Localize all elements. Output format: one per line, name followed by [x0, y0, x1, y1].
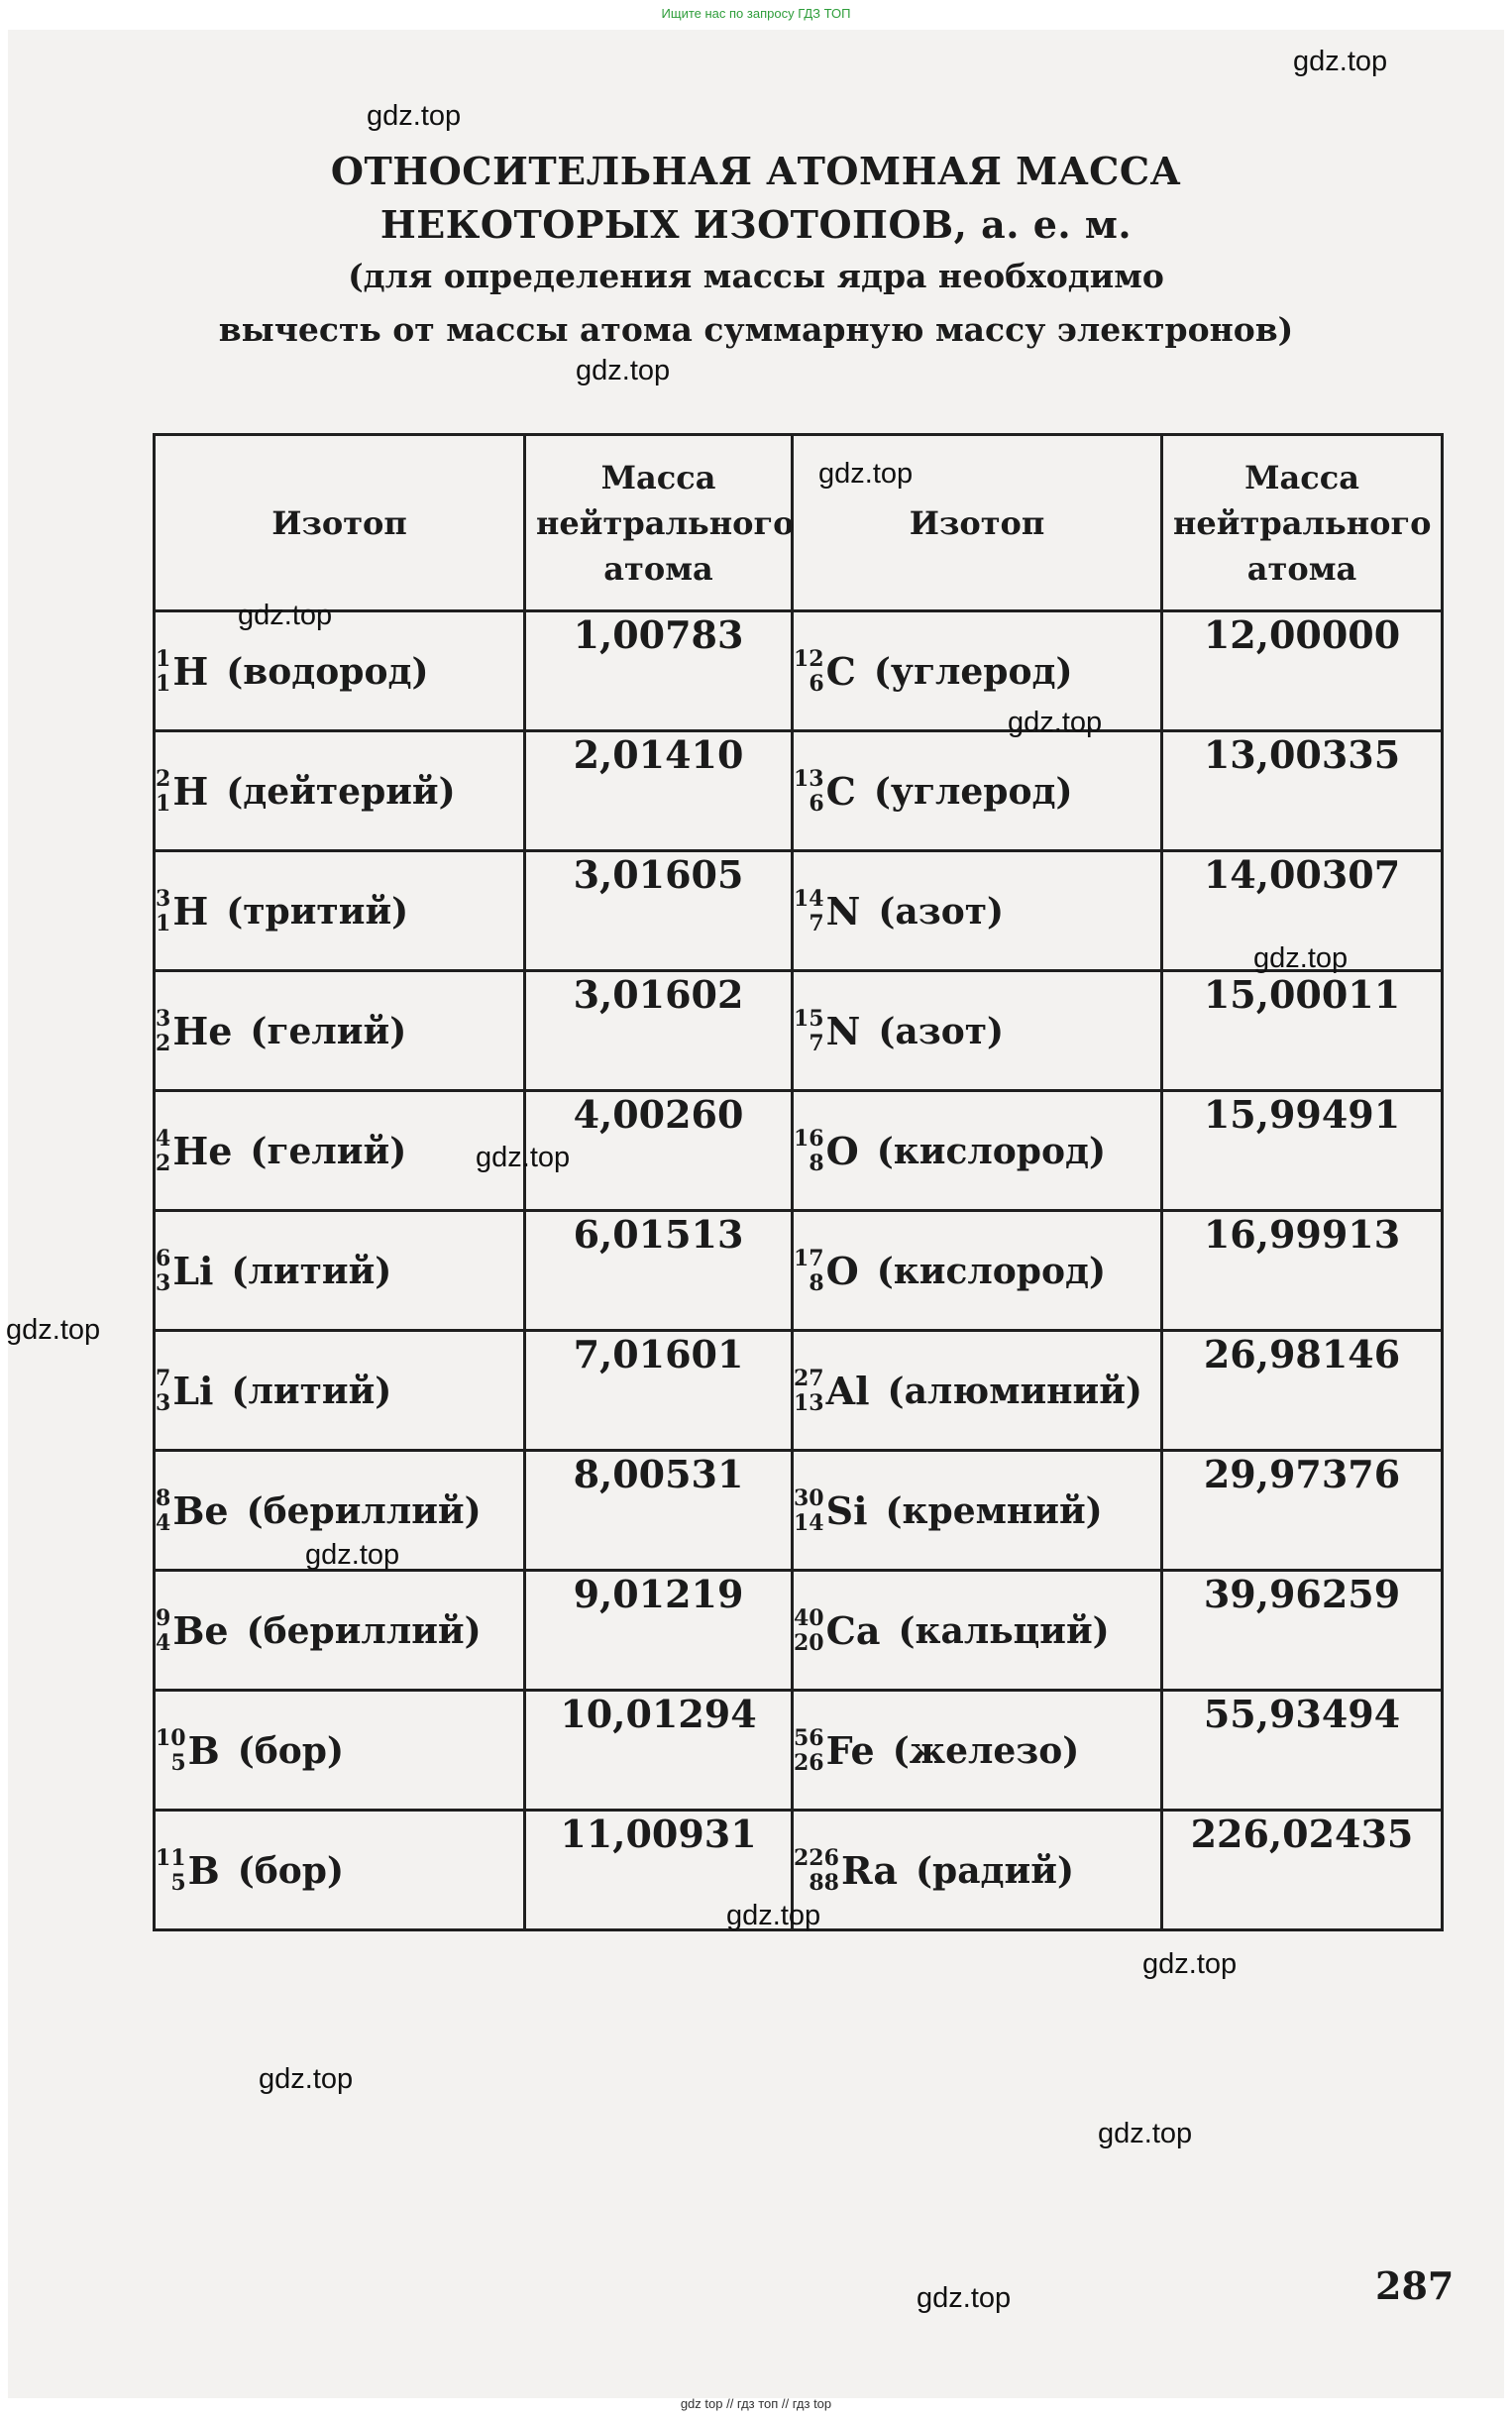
nuclide-notation [156, 645, 208, 697]
mass-number: 15 [794, 1005, 824, 1032]
atomic-number: 5 [170, 1749, 186, 1776]
isotope-name: (кремний) [885, 1489, 1103, 1532]
isotope-cell [793, 1691, 1162, 1811]
watermark: gdz.top [238, 600, 333, 631]
element-symbol: Be [172, 1488, 229, 1534]
mass-number: 3 [156, 1005, 171, 1032]
nuclide-notation [794, 765, 856, 817]
mass-atomic-index [794, 1486, 824, 1536]
atomic-mass-cell: 15,99491 [1162, 1091, 1443, 1211]
watermark: gdz.top [476, 1142, 571, 1173]
mass-number: 10 [156, 1724, 186, 1751]
atomic-number: 4 [156, 1509, 171, 1536]
atomic-mass-cell: 226,02435 [1162, 1811, 1443, 1930]
watermark: gdz.top [917, 2282, 1012, 2314]
mass-number: 3 [156, 885, 171, 912]
nuclide-notation [156, 885, 208, 936]
nuclide-notation [156, 1365, 213, 1416]
mass-atomic-index [156, 1127, 170, 1176]
atomic-number: 2 [156, 1150, 171, 1176]
table-row [155, 971, 1443, 1091]
isotope-cell [793, 611, 1162, 731]
element-symbol: O [825, 1129, 859, 1174]
mass-atomic-index [794, 647, 824, 697]
element-symbol: O [825, 1249, 859, 1294]
mass-atomic-index [794, 1726, 824, 1776]
isotope-cell [155, 611, 525, 731]
header-mass-left: Масса нейтрального атома [525, 435, 793, 611]
mass-atomic-index [794, 1846, 839, 1896]
atomic-mass-cell: 15,00011 [1162, 971, 1443, 1091]
isotope-table [153, 433, 1444, 1931]
header-isotope-right: Изотоп [793, 435, 1162, 611]
mass-atomic-index [156, 887, 170, 936]
watermark: gdz.top [1142, 1948, 1238, 1980]
atomic-number: 1 [156, 670, 171, 697]
page-subtitle [0, 250, 1512, 357]
atomic-mass-cell: 29,97376 [1162, 1451, 1443, 1571]
element-symbol: Fe [825, 1728, 875, 1774]
element-symbol: Si [825, 1488, 868, 1534]
atomic-mass-cell: 11,00931 [525, 1811, 793, 1930]
mass-atomic-index [794, 1247, 824, 1296]
atomic-mass-cell: 1,00783 [525, 611, 793, 731]
watermark: gdz.top [818, 458, 914, 490]
element-symbol: H [172, 769, 209, 815]
isotope-name: (тритий) [226, 890, 409, 933]
mass-atomic-index [794, 1606, 824, 1656]
mass-atomic-index [794, 767, 824, 817]
isotope-cell [793, 1571, 1162, 1691]
isotope-cell [155, 1691, 525, 1811]
mass-number: 11 [156, 1844, 186, 1871]
isotope-name: (азот) [878, 890, 1005, 933]
bottom-banner: gdz top // гдз топ // гдз top [680, 2396, 832, 2411]
mass-atomic-index [794, 887, 824, 936]
subtitle-line-1: (для определения массы ядра необходимо [348, 257, 1164, 295]
nuclide-notation [156, 1125, 232, 1176]
nuclide-notation [794, 1125, 859, 1176]
mass-number: 14 [794, 885, 824, 912]
isotope-name: (азот) [878, 1010, 1005, 1052]
atomic-mass-cell: 26,98146 [1162, 1331, 1443, 1451]
atomic-mass-cell: 39,96259 [1162, 1571, 1443, 1691]
page-number: 287 [1375, 2263, 1455, 2308]
element-symbol: C [825, 769, 856, 815]
watermark: gdz.top [1293, 46, 1388, 77]
mass-atomic-index [156, 1486, 170, 1536]
element-symbol: N [825, 889, 861, 935]
isotope-cell [155, 1331, 525, 1451]
atomic-mass-cell: 7,01601 [525, 1331, 793, 1451]
isotope-name: (бор) [237, 1729, 345, 1772]
isotope-cell [155, 1091, 525, 1211]
nuclide-notation [794, 1245, 859, 1296]
mass-number: 17 [794, 1245, 824, 1271]
element-symbol: H [172, 889, 209, 935]
isotope-name: (кислород) [876, 1250, 1106, 1292]
table-row [155, 731, 1443, 851]
isotope-name: (кислород) [876, 1130, 1106, 1172]
watermark: gdz.top [1098, 2118, 1193, 2149]
atomic-number: 88 [809, 1869, 839, 1896]
atomic-mass-cell: 3,01602 [525, 971, 793, 1091]
nuclide-notation [156, 1844, 220, 1896]
nuclide-notation [156, 1484, 229, 1536]
mass-atomic-index [156, 1367, 170, 1416]
title-line-2: НЕКОТОРЫХ ИЗОТОПОВ, а. е. м. [379, 202, 1133, 247]
top-banner: Ищите нас по запросу ГДЗ ТОП [661, 6, 851, 21]
atomic-number: 5 [170, 1869, 186, 1896]
atomic-number: 7 [809, 1030, 824, 1056]
nuclide-notation [794, 885, 860, 936]
atomic-number: 3 [156, 1269, 171, 1296]
mass-number: 4 [156, 1125, 171, 1152]
mass-number: 1 [156, 645, 171, 672]
nuclide-notation [794, 1365, 870, 1416]
mass-number: 226 [794, 1844, 839, 1871]
mass-number: 30 [794, 1484, 824, 1511]
watermark: gdz.top [259, 2063, 354, 2095]
watermark: gdz.top [6, 1314, 101, 1346]
subtitle-line-2: вычесть от массы атома суммарную массу электронов) [218, 310, 1294, 349]
nuclide-notation [794, 1724, 875, 1776]
atomic-mass-cell: 16,99913 [1162, 1211, 1443, 1331]
header-mass-right: Масса нейтрального атома [1162, 435, 1443, 611]
atomic-number: 1 [156, 790, 171, 817]
atomic-mass-cell: 14,00307 [1162, 851, 1443, 971]
isotope-cell [793, 971, 1162, 1091]
isotope-cell [793, 1811, 1162, 1930]
nuclide-notation [156, 1604, 229, 1656]
mass-number: 2 [156, 765, 171, 792]
atomic-number: 20 [794, 1629, 824, 1656]
isotope-name: (железо) [892, 1729, 1080, 1772]
isotope-cell [155, 1811, 525, 1930]
nuclide-notation [156, 1724, 220, 1776]
isotope-cell [793, 851, 1162, 971]
atomic-mass-cell: 6,01513 [525, 1211, 793, 1331]
isotope-cell [155, 971, 525, 1091]
isotope-name: (бериллий) [246, 1609, 482, 1652]
isotope-cell [155, 731, 525, 851]
element-symbol: Ra [840, 1848, 899, 1894]
isotope-name: (углерод) [873, 770, 1073, 813]
atomic-mass-cell: 13,00335 [1162, 731, 1443, 851]
atomic-number: 6 [809, 790, 824, 817]
isotope-name: (дейтерий) [226, 770, 456, 813]
atomic-mass-cell: 4,00260 [525, 1091, 793, 1211]
isotope-cell [793, 1091, 1162, 1211]
element-symbol: Li [172, 1369, 214, 1414]
isotope-name: (гелий) [250, 1130, 407, 1172]
table-row [155, 1571, 1443, 1691]
atomic-number: 8 [809, 1269, 824, 1296]
title-line-1: ОТНОСИТЕЛЬНАЯ АТОМНАЯ МАССА [330, 149, 1182, 193]
mass-atomic-index [156, 1606, 170, 1656]
isotope-cell [155, 851, 525, 971]
mass-number: 12 [794, 645, 824, 672]
isotope-cell [793, 1211, 1162, 1331]
mass-atomic-index [156, 1247, 170, 1296]
atomic-number: 26 [794, 1749, 824, 1776]
mass-number: 40 [794, 1604, 824, 1631]
atomic-number: 6 [809, 670, 824, 697]
mass-atomic-index [156, 1846, 186, 1896]
atomic-number: 2 [156, 1030, 171, 1056]
element-symbol: H [172, 649, 209, 695]
atomic-mass-cell: 12,00000 [1162, 611, 1443, 731]
mass-number: 6 [156, 1245, 171, 1271]
mass-number: 27 [794, 1365, 824, 1391]
table-row [155, 1211, 1443, 1331]
mass-number: 16 [794, 1125, 824, 1152]
atomic-mass-cell: 55,93494 [1162, 1691, 1443, 1811]
isotope-name: (алюминий) [887, 1370, 1142, 1412]
mass-atomic-index [156, 1007, 170, 1056]
isotope-name: (бор) [237, 1849, 345, 1892]
nuclide-notation [156, 765, 208, 817]
watermark: gdz.top [305, 1539, 400, 1571]
mass-number: 13 [794, 765, 824, 792]
atomic-mass-cell: 10,01294 [525, 1691, 793, 1811]
element-symbol: N [825, 1009, 861, 1054]
mass-atomic-index [156, 647, 170, 697]
atomic-number: 1 [156, 910, 171, 936]
watermark: gdz.top [1253, 942, 1349, 974]
atomic-mass-cell: 8,00531 [525, 1451, 793, 1571]
atomic-number: 14 [794, 1509, 824, 1536]
mass-atomic-index [156, 767, 170, 817]
isotope-cell [155, 1571, 525, 1691]
page-title [0, 145, 1512, 252]
isotope-name: (литий) [231, 1250, 392, 1292]
isotope-name: (радий) [916, 1849, 1074, 1892]
isotope-name: (кальций) [898, 1609, 1110, 1652]
header-isotope-left: Изотоп [155, 435, 525, 611]
atomic-number: 8 [809, 1150, 824, 1176]
atomic-mass-cell: 3,01605 [525, 851, 793, 971]
table-header-row [155, 435, 1443, 611]
nuclide-notation [794, 645, 856, 697]
mass-atomic-index [794, 1367, 824, 1416]
table-row [155, 1331, 1443, 1451]
table-row [155, 611, 1443, 731]
element-symbol: He [172, 1129, 233, 1174]
watermark: gdz.top [1008, 707, 1103, 738]
element-symbol: B [187, 1848, 220, 1894]
watermark: gdz.top [367, 100, 462, 132]
mass-number: 8 [156, 1484, 171, 1511]
element-symbol: Ca [825, 1608, 881, 1654]
mass-atomic-index [794, 1007, 824, 1056]
mass-atomic-index [156, 1726, 186, 1776]
isotope-cell [793, 1331, 1162, 1451]
table-row [155, 1691, 1443, 1811]
isotope-name: (бериллий) [246, 1489, 482, 1532]
atomic-number: 4 [156, 1629, 171, 1656]
mass-atomic-index [794, 1127, 824, 1176]
element-symbol: B [187, 1728, 220, 1774]
nuclide-notation [156, 1245, 213, 1296]
table-body [155, 611, 1443, 1930]
element-symbol: C [825, 649, 856, 695]
table-row [155, 1091, 1443, 1211]
nuclide-notation [156, 1005, 232, 1056]
nuclide-notation [794, 1484, 868, 1536]
isotope-cell [155, 1211, 525, 1331]
isotope-name: (гелий) [250, 1010, 407, 1052]
watermark: gdz.top [576, 355, 671, 386]
element-symbol: He [172, 1009, 233, 1054]
isotope-cell [793, 1451, 1162, 1571]
atomic-number: 7 [809, 910, 824, 936]
atomic-mass-cell: 2,01410 [525, 731, 793, 851]
nuclide-notation [794, 1005, 860, 1056]
nuclide-notation [794, 1604, 881, 1656]
mass-number: 9 [156, 1604, 171, 1631]
watermark: gdz.top [726, 1900, 821, 1931]
nuclide-notation [794, 1844, 898, 1896]
mass-number: 56 [794, 1724, 824, 1751]
atomic-number: 13 [794, 1389, 824, 1416]
table-row [155, 851, 1443, 971]
element-symbol: Li [172, 1249, 214, 1294]
element-symbol: Al [825, 1369, 870, 1414]
isotope-name: (водород) [226, 650, 429, 693]
atomic-mass-cell: 9,01219 [525, 1571, 793, 1691]
isotope-name: (литий) [231, 1370, 392, 1412]
mass-number: 7 [156, 1365, 171, 1391]
atomic-number: 3 [156, 1389, 171, 1416]
element-symbol: Be [172, 1608, 229, 1654]
isotope-cell [793, 731, 1162, 851]
isotope-name: (углерод) [873, 650, 1073, 693]
